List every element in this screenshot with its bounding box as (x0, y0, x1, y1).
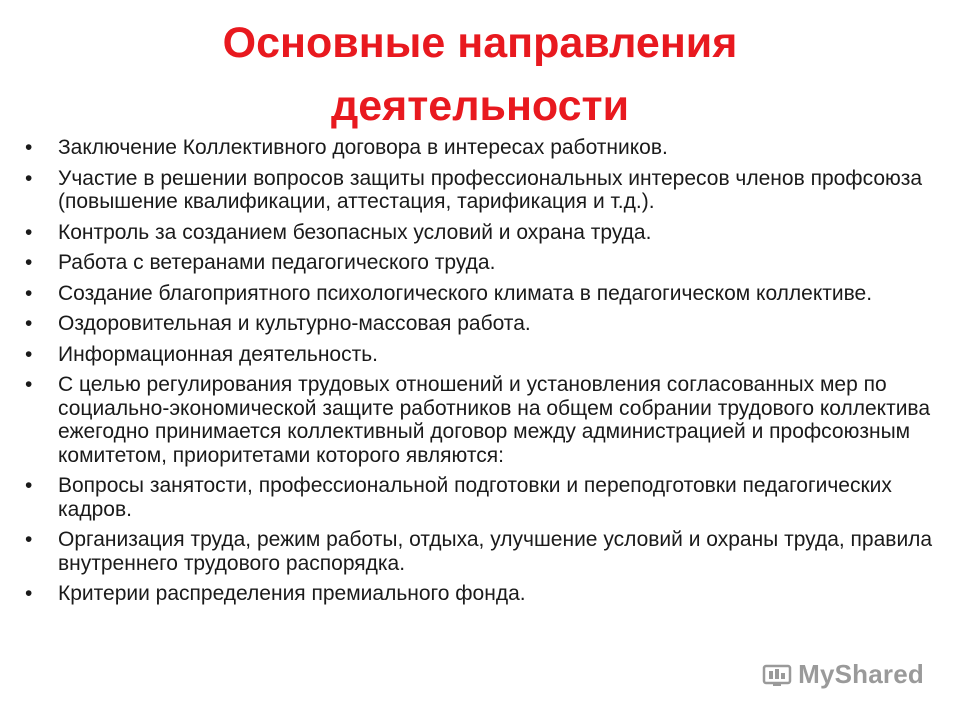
bullet-text: Информационная деятельность. (58, 342, 378, 366)
bullet-text: Участие в решении вопросов защиты профессиональных интересов членов профсоюза (повышение квалификации, аттестация, тарификация и т.д.). (58, 166, 923, 213)
bullet-text: Создание благоприятного психологического климата в педагогическом коллективе. (58, 281, 873, 305)
bullet-text: Организация труда, режим работы, отдыха, улучшение условий и охраны труда, правила внутреннего трудового распорядка. (58, 528, 933, 575)
bullet-dot-icon: • (25, 528, 33, 551)
bullet-text: Работа с ветеранами педагогического труда. (58, 251, 496, 274)
bullet-item (25, 221, 945, 245)
bullet-text: Вопросы занятости, профессиональной подготовки и переподготовки педагогических кадров. (58, 474, 892, 521)
bullet-dot-icon: • (25, 342, 33, 366)
myshared-watermark[interactable] (762, 659, 924, 690)
bullet-list (25, 136, 945, 613)
bullet-dot-icon: • (25, 312, 33, 335)
bullet-item (25, 136, 945, 160)
bullet-dot-icon: • (25, 281, 33, 305)
bullet-dot-icon: • (25, 166, 33, 190)
bullet-item (25, 528, 945, 575)
bullet-item (25, 474, 945, 521)
bullet-text: Контроль за созданием безопасных условий и охрана труда. (58, 220, 652, 244)
bullet-text: Критерии распределения премиального фонда. (58, 582, 526, 605)
bullet-dot-icon: • (25, 474, 33, 497)
bullet-text: С целью регулирования трудовых отношений и установления согласованных мер по социально-экономической защите работников на общем собрании трудового коллектива ежегодно принимается коллективный договор между администрацией и профсоюзным комитетом, приоритетами которого являются: (58, 373, 931, 467)
bullet-text: Заключение Коллективного договора в интересах работников. (58, 136, 668, 159)
bullet-text: Оздоровительная и культурно-массовая работа. (58, 312, 531, 335)
slide-title-line-2: деятельности (330, 82, 630, 130)
myshared-logo-icon (762, 663, 792, 687)
bullet-dot-icon: • (25, 373, 33, 396)
slide-title (0, 12, 960, 138)
bullet-item (25, 167, 945, 214)
bullet-dot-icon: • (25, 136, 33, 159)
bullet-item (25, 312, 945, 336)
bullet-item (25, 343, 945, 367)
bullet-item (25, 282, 945, 306)
bullet-dot-icon: • (25, 220, 33, 244)
slide-title-line-1: Основные направления (222, 19, 738, 67)
bullet-dot-icon: • (25, 582, 33, 605)
bullet-item (25, 373, 945, 467)
myshared-brand-text: MyShared (798, 659, 924, 689)
bullet-dot-icon: • (25, 251, 33, 274)
bullet-item (25, 251, 945, 275)
bullet-item (25, 582, 945, 606)
